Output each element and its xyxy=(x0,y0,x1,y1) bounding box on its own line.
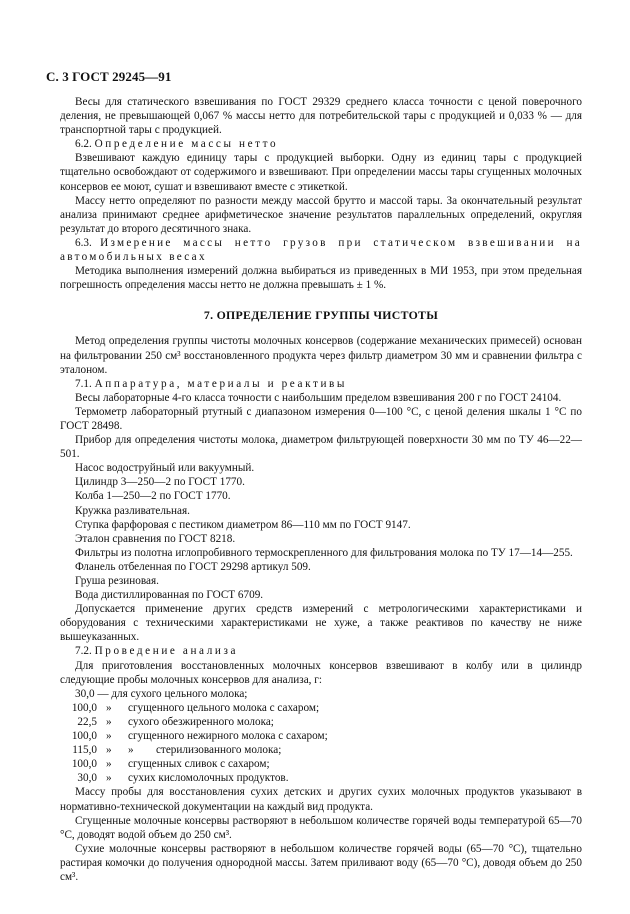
subsection-number: 7.2. xyxy=(75,645,92,658)
ditto-mark: » xyxy=(106,701,112,714)
equipment-item: Груша резиновая. xyxy=(75,575,159,587)
equipment-item: Колба 1—250—2 по ГОСТ 1770. xyxy=(75,490,231,503)
subsection-number: 6.2. xyxy=(75,138,92,151)
equipment-item: Вода дистиллированная по ГОСТ 6709. xyxy=(75,589,264,602)
sample-product: » стерилизованного молока; xyxy=(128,744,282,757)
sample-mass: 100,0 xyxy=(71,701,97,714)
paragraph-scales: Весы для статического взвешивания по ГОСТ 29329 среднего класса точности с ценой поверочного деления, не превышающей 0,067 % массы нетто для потребительской тары с продукцией и 0,033 % — для транспортной тары с продукцией. xyxy=(60,96,582,137)
equipment-item: Весы лабораторные 4-го класса точности с наибольшим пределом взвешивания 200 г по ГОСТ 24104. xyxy=(75,391,562,404)
running-head: С. 3 ГОСТ 29245—91 xyxy=(46,69,172,84)
equipment-item: Кружка разливательная. xyxy=(75,504,190,517)
equipment-item: Насос водоструйный или вакуумный. xyxy=(75,462,255,475)
equipment-item: Цилиндр 3—250—2 по ГОСТ 1770. xyxy=(75,476,245,489)
sample-mass: 22,5 xyxy=(77,715,97,728)
paragraph-samples-intro: Для приготовления восстановленных молочных консервов взвешивают в колбу или в цилиндр следующие пробы молочных консервов для анализа, г: xyxy=(60,659,582,686)
subsection-6-2-heading xyxy=(60,137,582,151)
sample-row xyxy=(60,729,582,743)
subsection-7-1-heading xyxy=(60,377,582,391)
ditto-mark: » xyxy=(106,715,112,728)
page-body xyxy=(60,95,582,884)
sample-product: сгущенного цельного молока с сахаром; xyxy=(128,701,320,714)
equipment-item: Фланель отбеленная по ГОСТ 29298 артикул 509. xyxy=(75,560,311,573)
subsection-title: Аппаратура, материалы и реактивы xyxy=(94,377,348,390)
sample-product: сгущенных сливок с сахаром; xyxy=(128,758,270,771)
sample-mass: 100,0 xyxy=(71,758,97,771)
sample-row xyxy=(60,771,582,785)
sample-product: сухих кисломолочных продуктов. xyxy=(128,772,289,785)
subsection-7-2-heading xyxy=(60,644,582,658)
sample-mass: 30,0 xyxy=(77,772,97,785)
equipment-item: Фильтры из полотна иглопробивного термоскрепленного для фильтрования молока по ТУ 17—14—255. xyxy=(75,546,573,559)
paragraph-dry: Сухие молочные консервы растворяют в небольшом количестве горячей воды (65—70 °С), тщательно растирая комочки до получения однородной массы. Затем приливают воду (65—70 °С), доводя объем до 250 см³. xyxy=(60,842,582,883)
subsection-number: 7.1. xyxy=(75,377,92,390)
paragraph-condensed: Сгущенные молочные консервы растворяют в небольшом количестве горячей воды температурой 65—70 °С, доводят водой объем до 250 см³. xyxy=(60,814,582,841)
equipment-item: Термометр лабораторный ртутный с диапазоном измерения 0—100 °С, с ценой деления шкалы 1 °С по ГОСТ 28498. xyxy=(60,405,582,432)
subsection-number: 6.3. xyxy=(75,236,92,249)
subsection-6-3-heading xyxy=(60,236,582,264)
paragraph-net-mass: Массу нетто определяют по разности между массой брутто и массой тары. За окончательный результат анализа принимают среднее арифметическое значение результатов параллельных определений, округляя результат до второго десятичного знака. xyxy=(60,194,582,235)
sample-row: 30,0 — для сухого цельного молока; xyxy=(75,687,248,700)
paragraph-weighing: Взвешивают каждую единицу тары с продукцией выборки. Одну из единиц тары с продукцией тщательно освобождают от содержимого и взвешивают. При определении массы тары сгущенных молочных консервов ее моют, сушат и взвешивают вместе с этикеткой. xyxy=(60,152,582,193)
sample-product: сухого обезжиренного молока; xyxy=(128,715,274,728)
ditto-mark: » xyxy=(106,744,112,757)
sample-row xyxy=(60,757,582,771)
subsection-title: Проведение анализа xyxy=(94,645,239,658)
paragraph-purity-method: Метод определения группы чистоты молочных консервов (содержание механических примесей) основан на фильтровании 250 см³ восстановленного продукта через фильтр диаметром 30 мм и сравнении фильтра с эталоном. xyxy=(60,335,582,376)
ditto-mark: » xyxy=(106,772,112,785)
equipment-item: Прибор для определения чистоты молока, диаметром фильтрующей поверхности 30 мм по ТУ 46—22—501. xyxy=(60,434,582,461)
section-7-heading: 7. ОПРЕДЕЛЕНИЕ ГРУППЫ ЧИСТОТЫ xyxy=(203,308,439,323)
paragraph-dry-baby: Массу пробы для восстановления сухих детских и других сухих молочных продуктов указывают в нормативно-технической документации на каждый вид продукта. xyxy=(60,786,582,813)
subsection-title: Измерение массы нетто грузов при статическом взвешивании на автомобильных весах xyxy=(60,236,583,264)
sample-mass: 100,0 xyxy=(71,730,97,743)
equipment-item: Допускается применение других средств измерений с метрологическими характеристиками и оборудования с техническими характеристиками не хуже, а также реактивов по качеству не ниже вышеуказанных. xyxy=(60,603,582,644)
ditto-mark: » xyxy=(106,758,112,771)
sample-row xyxy=(60,701,582,715)
sample-product: сгущенного нежирного молока с сахаром; xyxy=(128,730,328,743)
subsection-title: Определение массы нетто xyxy=(94,138,279,151)
sample-row xyxy=(60,715,582,729)
equipment-item: Ступка фарфоровая с пестиком диаметром 86—110 мм по ГОСТ 9147. xyxy=(75,518,411,531)
ditto-mark: » xyxy=(106,730,112,743)
equipment-item: Эталон сравнения по ГОСТ 8218. xyxy=(75,532,236,545)
paragraph-method: Методика выполнения измерений должна выбираться из приведенных в МИ 1953, при этом предельная погрешность определения массы нетто не должна превышать ± 1 %. xyxy=(60,265,582,292)
sample-row xyxy=(60,743,582,757)
sample-mass: 115,0 xyxy=(72,744,97,757)
